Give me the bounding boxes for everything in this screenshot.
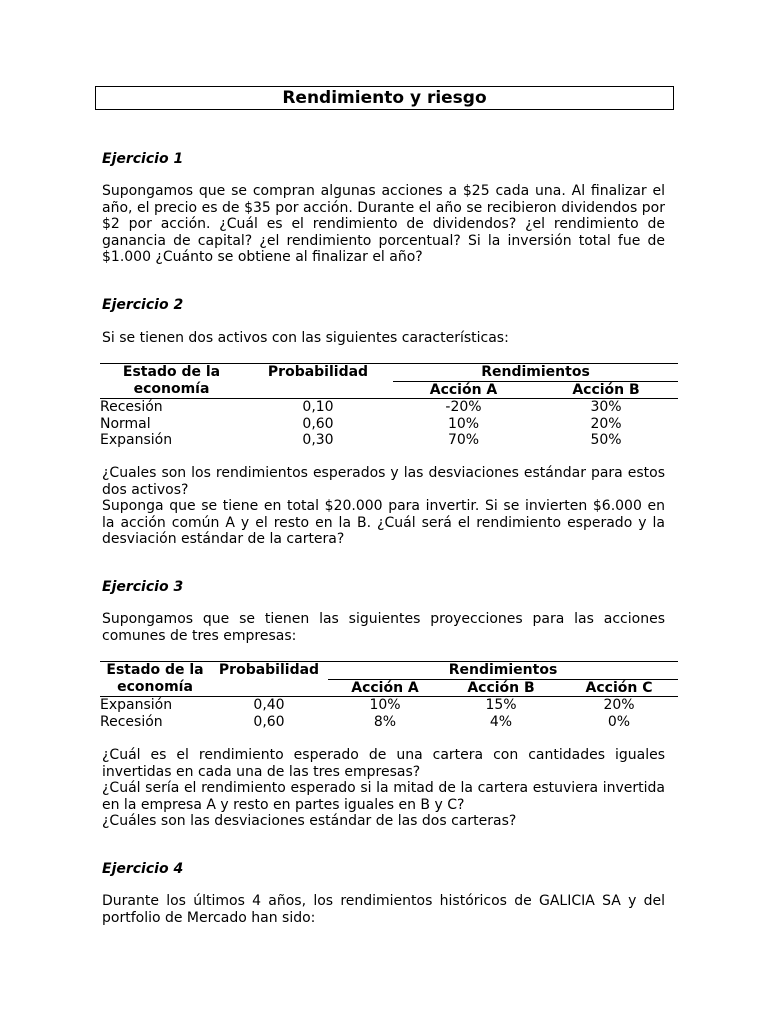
cell-accion-b: 4%	[489, 713, 513, 730]
exercise-3-question-3: ¿Cuáles son las desviaciones estándar de las dos carteras?	[102, 813, 517, 829]
exercise-3-heading: Ejercicio 3	[102, 579, 184, 595]
table-header-accion-a: Acción A	[393, 381, 534, 399]
cell-accion-a: 8%	[373, 713, 397, 730]
exercise-2-table	[100, 363, 678, 449]
table-header-returns: Rendimientos	[393, 364, 678, 382]
exercise-3-question-2: ¿Cuál sería el rendimiento esperado si la mitad de la cartera estuviera invertida en la empresa A y resto en partes iguales en B y C?	[102, 780, 665, 813]
exercise-2-questions	[102, 465, 665, 548]
table-row	[100, 432, 678, 449]
exercise-1-heading: Ejercicio 1	[102, 151, 184, 167]
header-state-line-1: Estado de la	[106, 662, 204, 678]
cell-accion-b: 50%	[590, 432, 622, 448]
exercise-2-intro	[102, 330, 665, 347]
cell-state: Expansión	[100, 697, 173, 713]
table-header-accion-b: Acción B	[534, 381, 678, 399]
exercise-2-question-1: ¿Cuales son los rendimientos esperados y las desviaciones estándar para estos dos activos?	[102, 465, 665, 498]
exercise-3-intro-text: Supongamos que se tienen las siguientes proyecciones para las acciones comunes de tres empresas:	[102, 611, 665, 644]
header-state-line-1: Estado de la	[122, 364, 221, 380]
table-row	[100, 714, 678, 731]
exercise-4-text	[102, 893, 665, 926]
cell-accion-b: 30%	[590, 399, 622, 415]
table-row	[100, 697, 678, 714]
exercise-4-heading: Ejercicio 4	[102, 861, 184, 877]
table-header-returns: Rendimientos	[328, 662, 678, 680]
cell-probability: 0,40	[253, 697, 285, 713]
cell-state: Expansión	[100, 432, 173, 448]
cell-probability: 0,60	[302, 415, 334, 432]
table-header-accion-a: Acción A	[328, 679, 442, 697]
exercise-3-table	[100, 661, 678, 730]
table-header-accion-c: Acción C	[560, 679, 678, 697]
exercise-2-question-2: Suponga que se tiene en total $20.000 para invertir. Si se invierten $6.000 en la acción común A y el resto en la B. ¿Cuál será el rendimiento esperado y la desviación estándar de la cartera?	[102, 498, 665, 547]
cell-probability: 0,30	[302, 432, 334, 448]
cell-probability: 0,10	[302, 399, 334, 415]
exercise-2-heading: Ejercicio 2	[102, 297, 184, 313]
cell-accion-a: 70%	[447, 432, 480, 448]
cell-state: Normal	[100, 415, 151, 432]
cell-state: Recesión	[100, 713, 163, 730]
cell-accion-b: 20%	[590, 415, 622, 432]
header-state-line-2: economía	[117, 678, 193, 695]
cell-accion-a: -20%	[445, 399, 482, 415]
table-header-state	[100, 662, 210, 697]
exercise-2-intro-text: Si se tienen dos activos con las siguientes características:	[102, 330, 509, 346]
cell-accion-a: 10%	[447, 415, 480, 432]
cell-accion-b: 15%	[485, 697, 517, 713]
exercise-3-intro	[102, 611, 665, 644]
exercise-1-text	[102, 183, 665, 266]
page-title: Rendimiento y riesgo	[95, 86, 674, 110]
exercise-1-paragraph: Supongamos que se compran algunas acciones a $25 cada una. Al finalizar el año, el precio es de $35 por acción. Durante el año se recibieron dividendos por $2 por acción. ¿Cuál es el rendimiento de dividendos? ¿el rendimiento de ganancia de capital? ¿el rendimiento porcentual? Si la inversión total fue de $1.000 ¿Cuánto se obtiene al finalizar el año?	[102, 183, 665, 265]
table-header-state	[100, 364, 243, 399]
table-header-probability: Probabilidad	[210, 662, 328, 697]
cell-accion-c: 0%	[607, 713, 631, 730]
exercise-3-question-1: ¿Cuál es el rendimiento esperado de una cartera con cantidades iguales invertidas en cada una de las tres empresas?	[102, 747, 665, 780]
table-row	[100, 416, 678, 433]
exercise-4-paragraph: Durante los últimos 4 años, los rendimientos históricos de GALICIA SA y del portfolio de Mercado han sido:	[102, 893, 665, 926]
cell-probability: 0,60	[253, 713, 285, 730]
cell-state: Recesión	[100, 399, 163, 415]
exercise-3-questions	[102, 747, 665, 830]
table-header-probability: Probabilidad	[243, 364, 393, 399]
table-header-accion-b: Acción B	[442, 679, 560, 697]
cell-accion-a: 10%	[369, 697, 401, 713]
header-state-line-2: economía	[133, 380, 210, 397]
table-row	[100, 399, 678, 416]
cell-accion-c: 20%	[603, 697, 635, 713]
